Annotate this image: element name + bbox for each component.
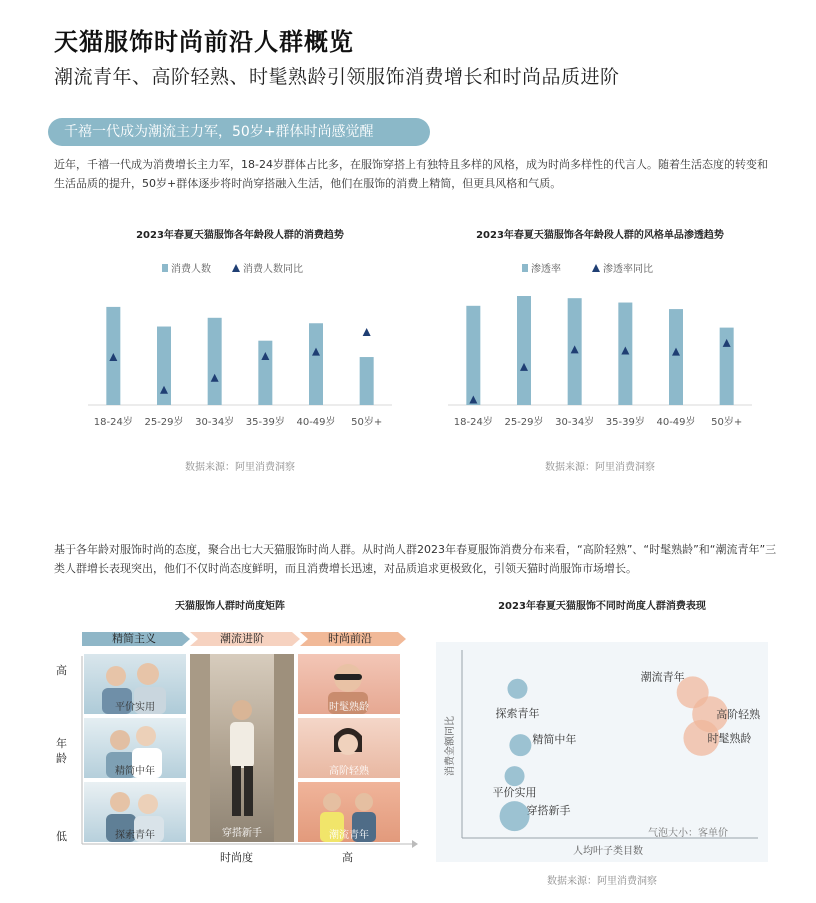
chart2-tick-0: 18-24岁 [453, 417, 493, 428]
photo-beginner [190, 654, 294, 842]
chart2-bar-0 [466, 306, 480, 405]
chart1-bar-2 [208, 318, 222, 405]
cell-budget-label: 平价实用 [115, 702, 155, 713]
cell-trendy-youth-label: 潮流青年 [329, 830, 369, 841]
fashion-matrix [48, 620, 418, 870]
bubble-source: 数据来源：阿里消费洞察 [547, 876, 657, 887]
segment-bubble-chart [436, 642, 768, 862]
chart2-source: 数据来源：阿里消费洞察 [545, 462, 655, 473]
chart1-legend-bar-label: 消费人数 [171, 264, 211, 275]
x-label-high: 高 [342, 851, 353, 864]
chart2-tick-4: 40-49岁 [656, 417, 696, 428]
bubble-title: 2023年春夏天猫服饰不同时尚度人群消费表现 [498, 601, 706, 612]
page-subtitle: 潮流青年、高阶轻熟、时髦熟龄引领服饰消费增长和时尚品质进阶 [54, 66, 620, 88]
photo-advanced [298, 718, 400, 778]
x-label-fashion: 时尚度 [220, 851, 253, 864]
bubble-label-3: 穿搭新手 [526, 804, 571, 818]
column-minimal-label: 精简主义 [112, 632, 156, 645]
bubble-size-label: 气泡大小：客单价 [648, 828, 728, 839]
chart1-title: 2023年春夏天猫服饰各年龄段人群的消费趋势 [136, 230, 344, 241]
bubble-label-1: 精简中年 [532, 733, 577, 747]
photo-budget [84, 654, 186, 714]
page-title: 天猫服饰时尚前沿人群概览 [54, 28, 354, 56]
y-label-age: 年龄 [56, 737, 67, 765]
segment-paragraph: 基于各年龄对服饰时尚的态度，聚合出七大天猫服饰时尚人群。从时尚人群2023年春夏服饰消费分布来看，“高阶轻熟”、“时髦熟龄”和“潮流青年”三类人群增长表现突出，他们不仅时尚态度鲜明，而且消费增长迅速，对品质追求更极致化，引领天猫时尚服饰市场增长。 [54, 543, 777, 575]
chart1-legend-bar-swatch [162, 264, 168, 272]
chart2-bar-4 [669, 309, 683, 405]
bubble-label-2: 平价实用 [492, 786, 537, 800]
chart1-legend-marker-swatch [232, 264, 240, 272]
chart1-tick-4: 40-49岁 [296, 417, 336, 428]
chart2-legend-bar-label: 渗透率 [531, 264, 561, 275]
chart1-bar-4 [309, 323, 323, 405]
chart1-legend-marker-label: 消费人数同比 [243, 264, 303, 275]
photo-chic-mature [298, 654, 400, 714]
bubble-label-6: 时髦熟龄 [707, 731, 752, 745]
chart2-title: 2023年春夏天猫服饰各年龄段人群的风格单品渗透趋势 [476, 230, 724, 241]
style-penetration-chart [420, 250, 780, 440]
cell-chic-mature-label: 时髦熟龄 [329, 702, 369, 713]
bubble-y-label: 消费金额同比 [445, 716, 456, 776]
cell-advanced-label: 高阶轻熟 [329, 766, 369, 777]
bubble-0 [507, 679, 527, 699]
chart1-tick-3: 35-39岁 [245, 417, 285, 428]
column-progress-label: 潮流进阶 [220, 632, 264, 645]
chart2-legend-bar-swatch [522, 264, 528, 272]
chart2-bar-1 [517, 296, 531, 405]
section-pill: 千禧一代成为潮流主力军，50岁+群体时尚感觉醒 [48, 118, 430, 146]
consumption-trend-chart [60, 250, 420, 440]
matrix-title: 天猫服饰人群时尚度矩阵 [175, 601, 285, 612]
chart1-source: 数据来源：阿里消费洞察 [185, 462, 295, 473]
cell-explorer-label: 探索青年 [115, 830, 155, 841]
bubble-label-0: 探索青年 [495, 706, 540, 720]
bubble-label-5: 高阶轻熟 [716, 708, 761, 722]
intro-paragraph: 近年，千禧一代成为消费增长主力军，18-24岁群体占比多，在服饰穿搭上有独特且多样的风格，成为时尚多样性的代言人。随着生活态度的转变和生活品质的提升，50岁+群体逐步将时尚穿搭融入生活，他们在服饰的消费上精简，但更具风格和气质。 [54, 158, 768, 190]
y-label-low: 低 [56, 830, 67, 843]
y-label-high: 高 [56, 664, 67, 677]
bubble-x-label: 人均叶子类目数 [573, 846, 643, 857]
chart2-tick-5: 50岁+ [711, 417, 743, 428]
chart2-tick-1: 25-29岁 [504, 417, 544, 428]
chart1-tick-5: 50岁+ [351, 417, 383, 428]
cell-middle-aged-label: 精简中年 [115, 766, 155, 777]
chart2-legend-marker-label: 渗透率同比 [603, 264, 653, 275]
chart1-tick-1: 25-29岁 [144, 417, 184, 428]
person-illustration [190, 654, 294, 842]
bubble-3 [500, 801, 530, 831]
cell-beginner-label: 穿搭新手 [222, 828, 262, 839]
bubble-label-4: 潮流青年 [640, 670, 685, 684]
photo-middle-aged [84, 718, 186, 778]
chart2-tick-2: 30-34岁 [555, 417, 595, 428]
chart1-marker-5 [363, 328, 371, 336]
photo-explorer [84, 782, 186, 842]
column-frontier-label: 时尚前沿 [328, 632, 372, 645]
bubble-1 [509, 734, 531, 756]
chart1-tick-2: 30-34岁 [195, 417, 235, 428]
bubble-2 [505, 766, 525, 786]
x-arrow-head [412, 840, 418, 848]
chart1-bar-3 [258, 341, 272, 405]
photo-trendy-youth [298, 782, 400, 842]
chart2-tick-3: 35-39岁 [605, 417, 645, 428]
chart1-bar-5 [360, 357, 374, 405]
chart2-legend-marker-swatch [592, 264, 600, 272]
chart1-tick-0: 18-24岁 [93, 417, 133, 428]
